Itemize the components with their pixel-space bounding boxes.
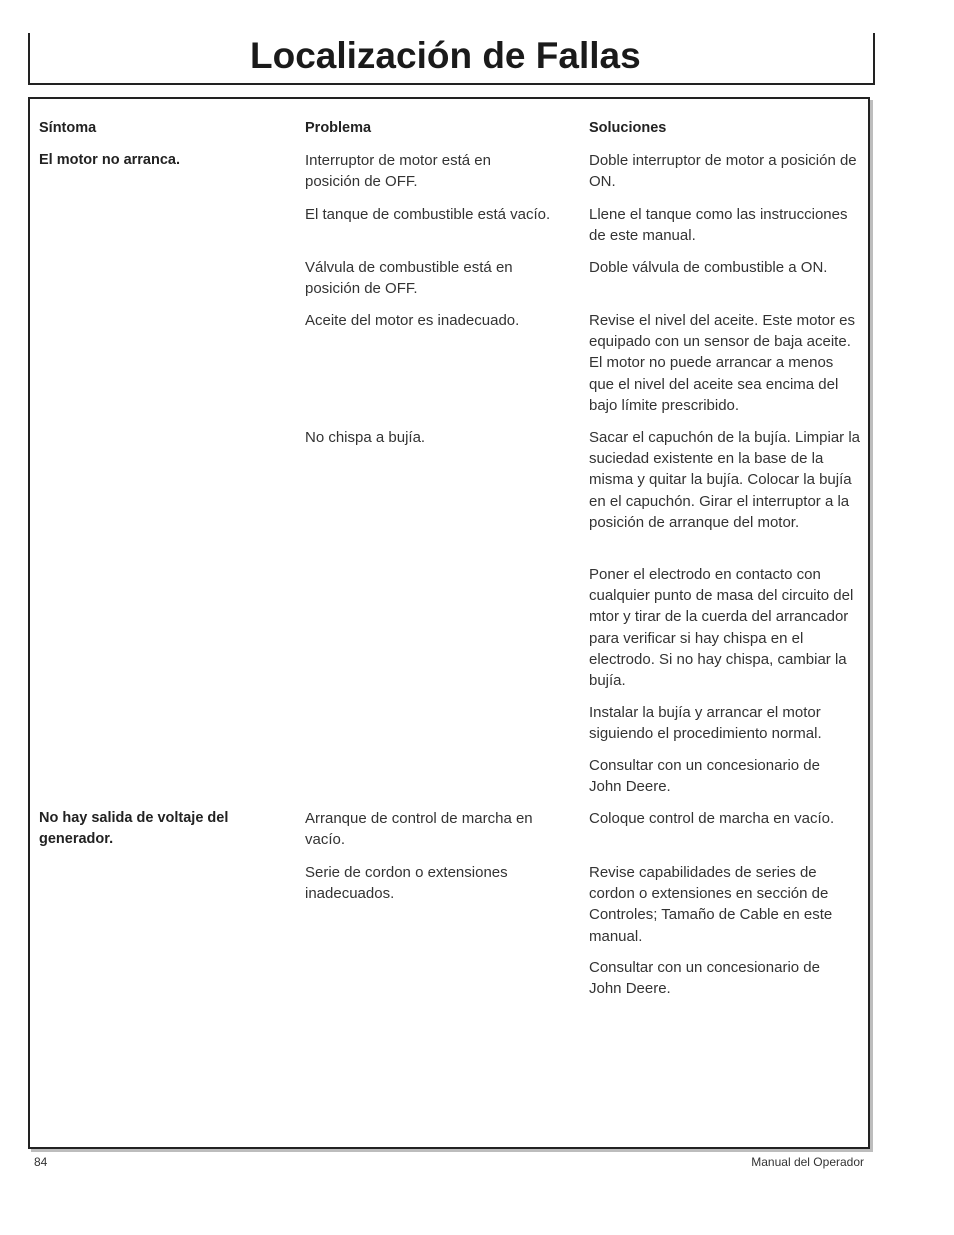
problem-cell: El tanque de combustible está vacío. [305, 206, 551, 223]
header-symptom: Síntoma [39, 120, 97, 136]
solution-cell: Consultar con un concesionario de John Deere. [589, 757, 820, 796]
solution-cell: Poner el electrodo en contacto con cualquier punto de masa del circuito del mtor y tirar de la cuerda del arrancador para verificar si hay chispa en el electrodo. Si no hay chispa, cambiar la bujía. [589, 566, 854, 690]
solution-cell: Sacar el capuchón de la bujía. Limpiar la suciedad existente en la base de la misma y quitar la bujía. Colocar la bujía en el capuchón. Girar el interruptor a la posición de arranque del motor. [589, 429, 860, 531]
manual-name: Manual del Operador [751, 1155, 864, 1169]
page-number: 84 [34, 1155, 48, 1169]
page-title: Localización de Fallas [250, 35, 641, 76]
symptom-engine-no-start: El motor no arranca. [39, 152, 181, 168]
solution-cell: Revise capabilidades de series de cordon o extensiones en sección de Controles; Tamaño de Cable en este manual. [589, 864, 833, 945]
header-problem: Problema [305, 120, 372, 136]
solution-cell: Doble interruptor de motor a posición de ON. [589, 152, 857, 191]
problem-cell: Aceite del motor es inadecuado. [305, 312, 520, 329]
problem-cell: No chispa a bujía. [305, 429, 426, 446]
solution-cell: Revise el nivel del aceite. Este motor es equipado con un sensor de baja aceite. El motor no puede arrancar a menos que el nivel del aceite sea encima del bajo límite prescribido. [589, 312, 855, 414]
solution-cell: Llene el tanque como las instrucciones de este manual. [589, 206, 848, 245]
solution-cell: Coloque control de marcha en vacío. [589, 810, 835, 827]
solution-cell: Consultar con un concesionario de John Deere. [589, 959, 820, 998]
solution-cell: Instalar la bujía y arrancar el motor siguiendo el procedimiento normal. [589, 704, 822, 743]
problem-cell: Arranque de control de marcha en vacío. [305, 810, 533, 849]
problem-cell: Interruptor de motor está en posición de OFF. [305, 152, 491, 191]
symptom-no-voltage-output: No hay salida de voltaje del generador. [39, 810, 229, 847]
problem-cell: Serie de cordon o extensiones inadecuados. [305, 864, 508, 903]
header-solutions: Soluciones [589, 120, 667, 136]
problem-cell: Válvula de combustible está en posición de OFF. [305, 259, 513, 298]
solution-cell: Doble válvula de combustible a ON. [589, 259, 828, 276]
